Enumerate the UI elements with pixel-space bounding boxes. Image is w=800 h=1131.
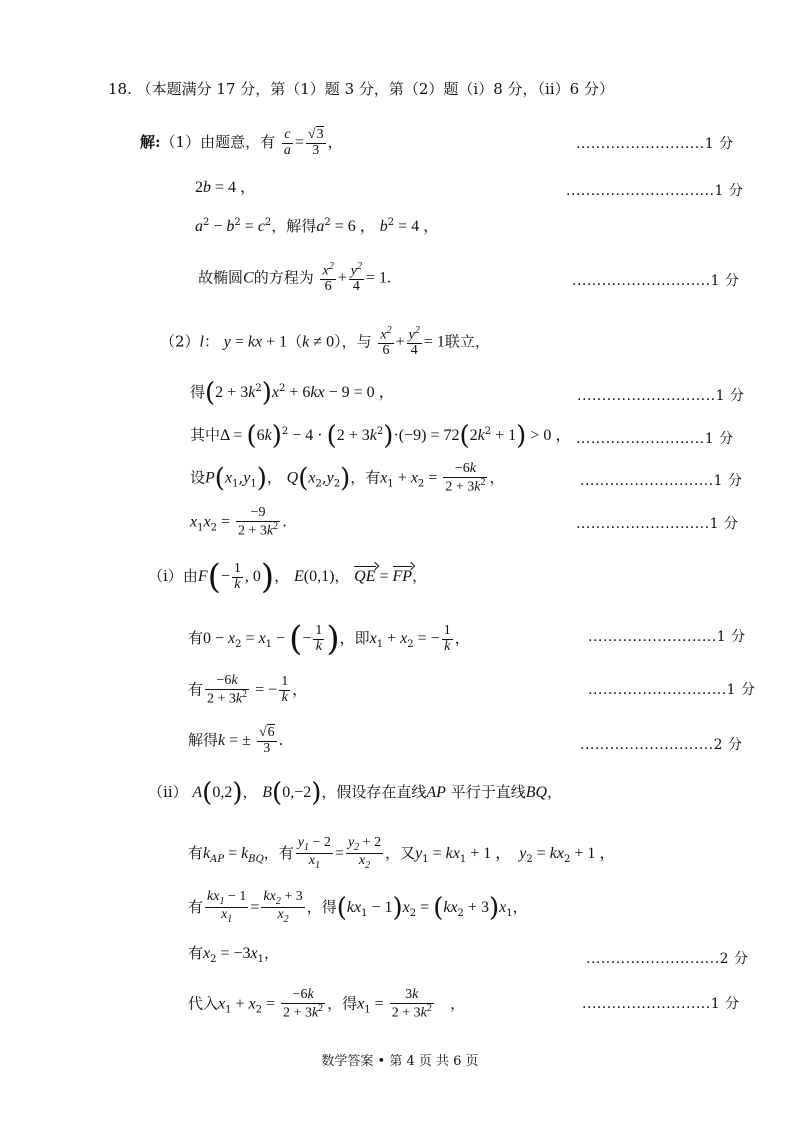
fraction-1-over-k-3: $\frac{1}{k}$ [443,622,451,654]
fraction-sqrt6-over-3: $\frac{√6}{3}$ [258,725,275,756]
question-header-text: （本题满分 17 分，第（1）题 3 分，第（2）题（ⅰ）8 分，（ⅱ）6 分） [136,80,614,98]
question-header [108,82,614,97]
score-5: ..........................1 分 [576,431,734,447]
score-11: ...........................2 分 [586,951,749,967]
fraction-y2-4: $\frac{y^2}{4}$ [350,261,362,295]
text-let: 设 [190,468,206,487]
part-i-line: （ⅰ）由F(− $\frac{1}{k}$ , 0)， E(0,1)， QE = FP， [148,557,428,597]
text-with: ，与 [341,332,372,351]
score-3: ............................1 分 [572,273,740,289]
text-also: ，又 [385,843,416,862]
fraction-x2-6: $\frac{x^2}{6}$ [322,261,334,295]
fraction-x2-6b: $\frac{x^2}{6}$ [380,325,392,359]
text-substitute: 代入 [188,994,219,1013]
text-ellipse: 故椭圆 [198,268,244,287]
text-get: 得 [190,383,206,401]
score-4: ............................1 分 [577,388,745,404]
question-number: 18. [108,80,132,98]
page-footer: 数学答案 • 第 4 页 共 6 页 [321,1054,479,1069]
part-i-eq2: 有 $\frac{-6k}{2 + 3k^2}$ = − $\frac{1}{k}$ ， [188,673,308,707]
text-ie: ，即 [339,629,370,647]
fraction-sqrt3-over-3: $\frac{√3}{3}$ [307,127,324,158]
discriminant: 其中$\Delta = (6k)^2 - 4 \cdot (2 + 3k^2)\cdot(-9) = 72(2k^2 + 1) > 0$ ， [190,421,572,451]
fraction-1-over-k: $\frac{1}{k}$ [233,560,241,592]
eq-abc: $a^2 - b^2 = c^2$，解得$a^2 = 6$ ， $b^2 = 4$ ， [195,217,440,235]
score-8: ..........................1 分 [588,629,746,645]
solution-label: 解: [140,133,161,152]
fraction-kx1: $\frac{kx_1 - 1}{x_1}$ [207,889,247,926]
score-2: ..............................1 分 [566,183,744,199]
part-ii-eq2: 有 $\frac{kx_1 - 1}{x_1}$ = $\frac{kx_2 + 3}{x_2}$ ，得$(kx_1 - 1)x_2 = (kx_2 + 3)x_1$， [188,889,528,926]
part-ii-eq4: 代入$x_1 + x_2$ = $\frac{-6k}{2 + 3k^2}$ ，得$x_1$ = $\frac{3k}{2 + 3k^2}$ ， [188,987,466,1021]
text-from: 由 [182,567,198,585]
text-parallel: 平行于直线 [450,783,526,801]
part-ii-eq1: 有$k_{AP} = k_{BQ}$，有 $\frac{y_1 - 2}{x_1}$ = $\frac{y_2 + 2}{x_2}$ ，又$y_1 = kx_1 + 1$ ， $y_2 = kx_2 + 1$ ， [188,835,616,872]
text-get2: ，得 [306,897,337,916]
score-9: ............................1 分 [588,682,756,698]
fraction-kx2: $\frac{kx_2 + 3}{x_2}$ [263,889,303,926]
part1-line1: 解:（1）由题意，有 $\frac{c}{a}$ = $\frac{√3}{3}$ ， [140,127,343,158]
text-solve-get: ，解得 [271,217,317,235]
part-i-solution: 解得k = ± $\frac{√6}{3}$ . [188,725,284,756]
vieta-product: $x_1x_2$ = $\frac{-9}{2 + 3k^2}$ . [190,505,287,539]
part-i-eq1: 有$0 - x_2 = x_1$ − (− $\frac{1}{k}$ )，即$x_1 + x_2$ = − $\frac{1}{k}$ ， [188,619,470,659]
fraction-1-over-k-2: $\frac{1}{k}$ [315,622,323,654]
fraction-y2: $\frac{y_2 + 2}{x_2}$ [347,835,382,872]
fraction-y2-4b: $\frac{y^2}{4}$ [408,325,420,359]
text-solved: 解得 [188,731,219,750]
quadratic-eq: 得$(2 + 3k^2)x^2 + 6kx - 9 = 0$ ， [190,378,395,408]
score-6: ...........................1 分 [580,473,743,489]
part2-line: （2）l： y = kx + 1（k ≠ 0），与 $\frac{x^2}{6}$ + $\frac{y^2}{4}$ = 1联立， [160,325,490,359]
part-ii-eq3: 有$x_2 = -3x_1$， [188,944,280,965]
text-have-3: 有 [188,680,204,699]
fraction-3k: $\frac{3k}{2 + 3k^2}$ [391,987,432,1021]
text-have-5: 有 [278,843,294,862]
fraction-c-over-a: $\frac{c}{a}$ [283,127,291,158]
score-12: ..........................1 分 [582,996,740,1012]
text-have-7: 有 [188,944,204,962]
fraction-neg6k-2: $\frac{-6k}{2 + 3k^2}$ [207,673,248,707]
fraction-y1: $\frac{y_1 - 2}{x_1}$ [297,835,331,872]
text-have-2: 有 [188,629,204,647]
text-have-4: 有 [188,843,204,862]
part2-label: （2） [160,332,200,351]
part1-label: （1） [160,133,201,152]
text-combine: 联立， [444,332,490,351]
part-ii-label: （ⅱ） [148,783,188,801]
text-have: 有 [365,468,381,487]
fraction-1-over-k-4: $\frac{1}{k}$ [281,674,289,706]
text-have-6: 有 [188,897,204,916]
part-ii-line: （ⅱ） A(0,2)， B(0,−2)，假设存在直线AP 平行于直线BQ， [148,778,563,808]
eq-2b: 2b = 4 ， [195,179,257,196]
part-i-label: （ⅰ） [148,567,183,585]
fraction-neg6k: $\frac{-6k}{2 + 3k^2}$ [445,461,486,495]
score-1: ..........................1 分 [576,136,734,152]
fraction-neg6k-3: $\frac{-6k}{2 + 3k^2}$ [283,987,324,1021]
vieta-sum: 设$P(x_1,y_1)$， $Q(x_2,y_2)$，有$x_1 + x_2$ = $\frac{-6k}{2 + 3k^2}$ ， [190,461,505,495]
text-where: 其中 [190,426,221,444]
text-get-x1: ，得 [327,994,358,1013]
score-10: ...........................2 分 [580,737,743,753]
text-ellipse2: 的方程为 [253,268,314,287]
score-7: ...........................1 分 [576,516,739,532]
ellipse-equation: 故椭圆C的方程为 $\frac{x^2}{6}$ + $\frac{y^2}{4}$ = 1. [198,261,391,295]
text-from-problem: 由题意，有 [200,133,276,152]
text-assume: ，假设存在直线 [321,783,427,801]
fraction-neg9: $\frac{-9}{2 + 3k^2}$ [238,505,279,539]
